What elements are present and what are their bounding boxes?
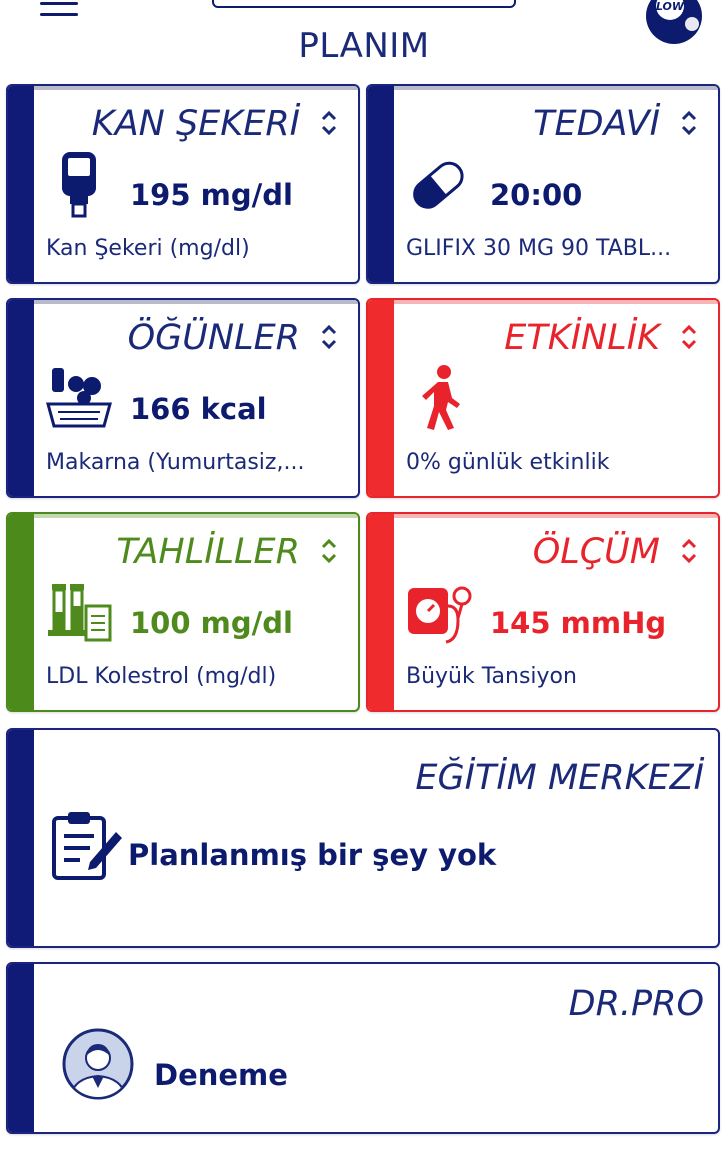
chevron-up-down-icon[interactable] [318, 108, 340, 138]
doctor-name: Deneme [154, 1058, 288, 1092]
test-tubes-icon [46, 576, 112, 646]
card-subtitle: LDL Kolestrol (mg/dl) [46, 664, 277, 689]
chevron-up-down-icon[interactable] [678, 108, 700, 138]
card-subtitle: Makarna (Yumurtasiz,... [46, 450, 305, 475]
search-box[interactable] [212, 0, 516, 8]
clipboard-edit-icon [50, 810, 126, 882]
card-title: EĞİTİM MERKEZİ [415, 758, 704, 798]
treatment-card[interactable] [366, 84, 720, 284]
card-title: ÖĞÜNLER [127, 318, 300, 358]
chevron-up-down-icon[interactable] [678, 536, 700, 566]
doctor-avatar-icon[interactable] [62, 1028, 134, 1100]
card-title: TAHLİLLER [116, 532, 300, 572]
card-value: 195 mg/dl [130, 178, 293, 212]
lab-tests-card[interactable] [6, 512, 360, 712]
card-subtitle: Kan Şekeri (mg/dl) [46, 236, 250, 261]
card-subtitle: Büyük Tansiyon [406, 664, 577, 689]
blood-pressure-icon [406, 576, 472, 646]
card-value: 145 mmHg [490, 606, 667, 640]
page-title: PLANIM [298, 26, 430, 66]
walking-person-icon [406, 362, 472, 432]
card-title: ETKİNLİK [504, 318, 660, 358]
card-title: KAN ŞEKERİ [91, 104, 300, 144]
measurement-card[interactable] [366, 512, 720, 712]
chevron-up-down-icon[interactable] [318, 536, 340, 566]
blood-sugar-card[interactable] [6, 84, 360, 284]
education-center-card[interactable] [6, 728, 720, 948]
card-value: 20:00 [490, 178, 583, 212]
chevron-up-down-icon[interactable] [678, 322, 700, 352]
card-title: TEDAVİ [533, 104, 660, 144]
chevron-up-down-icon[interactable] [318, 322, 340, 352]
card-value: 166 kcal [130, 392, 267, 426]
card-title: DR.PRO [568, 984, 704, 1024]
doctor-card[interactable] [6, 962, 720, 1134]
food-basket-icon [46, 362, 112, 432]
hamburger-menu-icon[interactable] [40, 0, 78, 24]
card-subtitle: GLIFIX 30 MG 90 TABL... [406, 236, 672, 261]
education-status-text: Planlanmış bir şey yok [128, 838, 497, 872]
card-title: ÖLÇÜM [532, 532, 660, 572]
meals-card[interactable] [6, 298, 360, 498]
glucometer-icon [46, 148, 112, 218]
activity-card[interactable] [366, 298, 720, 498]
card-subtitle: 0% günlük etkinlik [406, 450, 610, 475]
pill-icon [406, 148, 472, 218]
svg-text:LOW: LOW [655, 0, 685, 13]
card-value: 100 mg/dl [130, 606, 293, 640]
